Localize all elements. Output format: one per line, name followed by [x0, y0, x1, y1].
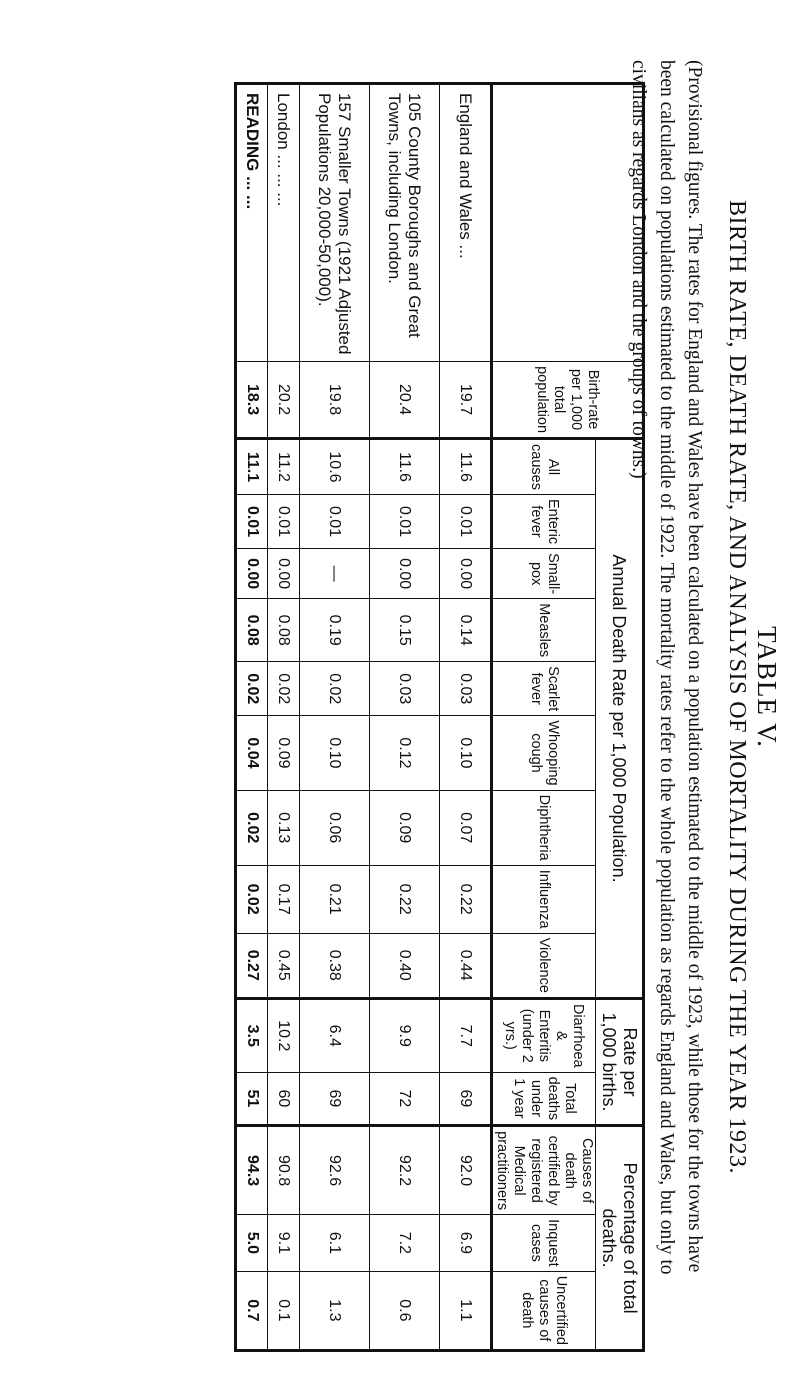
influenza-cell: 0.22 — [440, 865, 492, 933]
whooping-cell: 0.10 — [300, 716, 370, 790]
scarlet-cell: 0.03 — [370, 662, 440, 716]
birth-rate-cell: 20.2 — [268, 362, 300, 439]
measles-cell: 0.08 — [268, 599, 300, 662]
smallpox-cell: 0.00 — [268, 549, 300, 599]
measles-cell: 0.14 — [440, 599, 492, 662]
birth-rate-cell: 18.3 — [236, 362, 268, 439]
under1-header: Total deaths under 1 year — [492, 1072, 596, 1126]
table-row — [300, 84, 370, 1351]
diphtheria-cell: 0.02 — [236, 790, 268, 865]
diarrhoea-cell: 6.4 — [300, 998, 370, 1072]
inquest-cell: 7.2 — [370, 1215, 440, 1272]
measles-cell: 0.08 — [236, 599, 268, 662]
all-causes-cell: 11.2 — [268, 439, 300, 495]
under1-cell: 72 — [370, 1072, 440, 1126]
smallpox-cell: 0.00 — [440, 549, 492, 599]
all-causes-cell: 11.6 — [440, 439, 492, 495]
diarrhoea-cell: 7.7 — [440, 998, 492, 1072]
table-row — [370, 84, 440, 1351]
certified-cell: 90.8 — [268, 1126, 300, 1215]
diarrhoea-cell: 10.2 — [268, 998, 300, 1072]
scarlet-cell: 0.02 — [236, 662, 268, 716]
mortality-table — [234, 82, 645, 1352]
diphtheria-cell: 0.13 — [268, 790, 300, 865]
enteric-cell: 0.01 — [236, 494, 268, 548]
smallpox-header: Small-pox — [492, 549, 596, 599]
violence-cell: 0.44 — [440, 933, 492, 998]
uncertified-cell: 1.1 — [440, 1271, 492, 1350]
table-row-reading — [236, 84, 268, 1351]
whooping-cell: 0.09 — [268, 716, 300, 790]
whooping-cell: 0.12 — [370, 716, 440, 790]
scarlet-header: Scarlet fever — [492, 662, 596, 716]
birth-rate-cell: 19.7 — [440, 362, 492, 439]
inquest-cell: 5.0 — [236, 1215, 268, 1272]
scarlet-cell: 0.02 — [300, 662, 370, 716]
scarlet-cell: 0.03 — [440, 662, 492, 716]
table-row — [268, 84, 300, 1351]
birth-rate-cell: 19.8 — [300, 362, 370, 439]
diphtheria-header: Diphtheria — [492, 790, 596, 865]
area-name: London ... ... ... — [268, 84, 300, 362]
inquest-header: Inquest cases — [492, 1215, 596, 1272]
birth-rate-header: Birth-rate per 1,000 total population — [492, 362, 644, 439]
smallpox-cell: — — [300, 549, 370, 599]
all-causes-header: All causes — [492, 439, 596, 495]
birth-rate-cell: 20.4 — [370, 362, 440, 439]
inquest-cell: 9.1 — [268, 1215, 300, 1272]
uncertified-header: Uncertified causes of death — [492, 1271, 596, 1350]
certified-cell: 94.3 — [236, 1126, 268, 1215]
table-subtitle: (Provisional figures. The rates for England and Wales have been calculated on a population estimated to the middle of 1923, while those for the towns have been calculated on populations estimated to the middle of 1922. The mortality rates refer to the whole population as regards England and Wales, but only to civilians as regards London and the groups of towns.) — [628, 60, 705, 1275]
certified-cell: 92.0 — [440, 1126, 492, 1215]
table-heading: BIRTH RATE, DEATH RATE, AND ANALYSIS OF MORTALITY DURING THE YEAR 1923. — [724, 199, 750, 1175]
enteric-cell: 0.01 — [370, 494, 440, 548]
rate-per-births-group-header: Rate per 1,000 births. — [596, 998, 644, 1125]
inquest-cell: 6.1 — [300, 1215, 370, 1272]
diphtheria-cell: 0.07 — [440, 790, 492, 865]
all-causes-cell: 11.1 — [236, 439, 268, 495]
scarlet-cell: 0.02 — [268, 662, 300, 716]
whooping-cell: 0.04 — [236, 716, 268, 790]
violence-cell: 0.40 — [370, 933, 440, 998]
uncertified-cell: 1.3 — [300, 1271, 370, 1350]
diphtheria-cell: 0.09 — [370, 790, 440, 865]
violence-cell: 0.27 — [236, 933, 268, 998]
under1-cell: 60 — [268, 1072, 300, 1126]
whooping-cell: 0.10 — [440, 716, 492, 790]
measles-cell: 0.15 — [370, 599, 440, 662]
area-name: READING ... ... — [236, 84, 268, 362]
smallpox-cell: 0.00 — [236, 549, 268, 599]
all-causes-cell: 10.6 — [300, 439, 370, 495]
smallpox-cell: 0.00 — [370, 549, 440, 599]
violence-cell: 0.38 — [300, 933, 370, 998]
measles-cell: 0.19 — [300, 599, 370, 662]
influenza-header: Influenza — [492, 865, 596, 933]
all-causes-cell: 11.6 — [370, 439, 440, 495]
violence-header: Violence — [492, 933, 596, 998]
certified-cell: 92.2 — [370, 1126, 440, 1215]
enteric-cell: 0.01 — [300, 494, 370, 548]
measles-header: Measles — [492, 599, 596, 662]
diarrhoea-header: Diarrhoea & Enteritis (under 2 yrs.) — [492, 998, 596, 1072]
enteric-cell: 0.01 — [440, 494, 492, 548]
enteric-header: Enteric fever — [492, 494, 596, 548]
diarrhoea-cell: 3.5 — [236, 998, 268, 1072]
certified-header: Causes of death certified by registered Medical practitioners — [492, 1126, 596, 1215]
diphtheria-cell: 0.06 — [300, 790, 370, 865]
enteric-cell: 0.01 — [268, 494, 300, 548]
under1-cell: 69 — [300, 1072, 370, 1126]
uncertified-cell: 0.6 — [370, 1271, 440, 1350]
area-name: 157 Smaller Towns (1921 Adjusted Populations 20,000-50,000). — [300, 84, 370, 362]
inquest-cell: 6.9 — [440, 1215, 492, 1272]
under1-cell: 69 — [440, 1072, 492, 1126]
percentage-group-header: Percentage of total deaths. — [596, 1126, 644, 1351]
violence-cell: 0.45 — [268, 933, 300, 998]
table-title: TABLE V. — [752, 626, 782, 748]
influenza-cell: 0.17 — [268, 865, 300, 933]
area-header-blank — [492, 84, 644, 362]
uncertified-cell: 0.7 — [236, 1271, 268, 1350]
influenza-cell: 0.02 — [236, 865, 268, 933]
area-name: 105 County Boroughs and Great Towns, including London. — [370, 84, 440, 362]
table-row — [440, 84, 492, 1351]
influenza-cell: 0.21 — [300, 865, 370, 933]
area-name: England and Wales ... — [440, 84, 492, 362]
under1-cell: 51 — [236, 1072, 268, 1126]
uncertified-cell: 0.1 — [268, 1271, 300, 1350]
diarrhoea-cell: 9.9 — [370, 998, 440, 1072]
certified-cell: 92.6 — [300, 1126, 370, 1215]
whooping-header: Whooping cough — [492, 716, 596, 790]
influenza-cell: 0.22 — [370, 865, 440, 933]
annual-death-rate-group-header: Annual Death Rate per 1,000 Population. — [596, 439, 644, 999]
